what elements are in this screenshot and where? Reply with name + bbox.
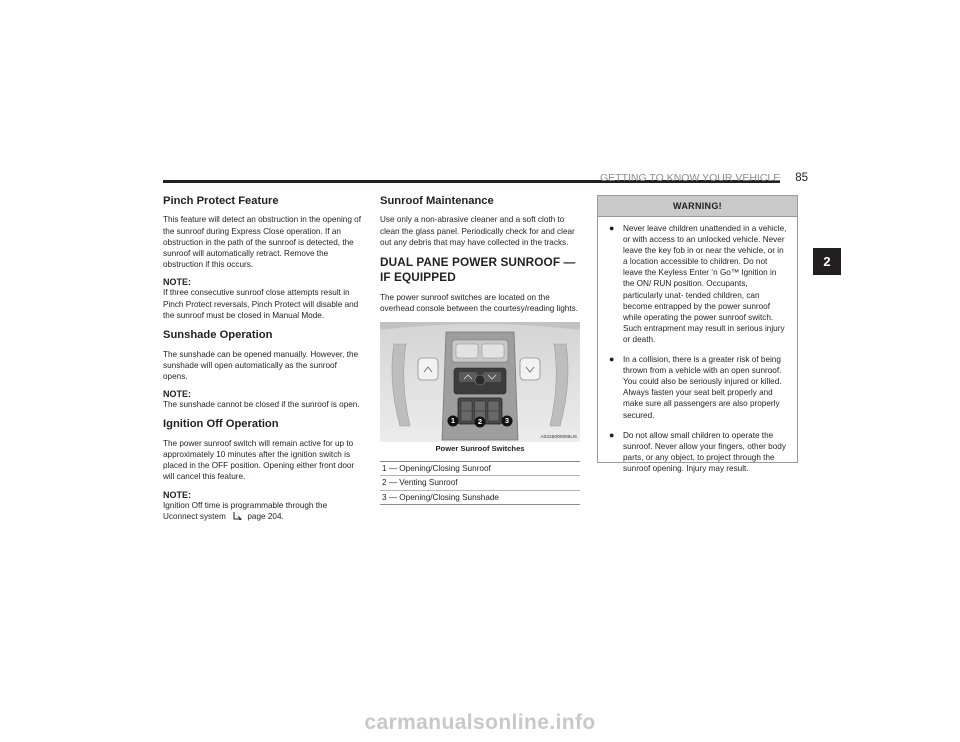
warning-title: WARNING! (598, 196, 797, 217)
left-column (163, 195, 363, 530)
note-label: NOTE: (163, 277, 191, 288)
ignition-off-heading: Ignition Off Operation (163, 418, 279, 431)
note-text-body: Ignition Off time is programmable through the Uconnect system (163, 500, 328, 521)
chapter-tab: 2 (813, 248, 841, 275)
legend-item: 1 — Opening/Closing Sunroof (380, 462, 580, 477)
sunshade-text: The sunshade can be opened manually. However, the sunshade will open automatically as the sunroof opens. (163, 349, 359, 381)
warning-item (606, 223, 789, 345)
note-text (163, 500, 363, 523)
legend-item: 3 — Opening/Closing Sunshade (380, 491, 580, 506)
sunroof-maintenance-heading: Sunroof Maintenance (380, 195, 494, 207)
callout-3: 3 (504, 415, 510, 425)
warning-box (597, 195, 798, 473)
arrow-ref-icon (233, 511, 242, 523)
callout-2: 2 (477, 416, 483, 426)
dual-pane-heading-line-2: IF EQUIPPED (380, 269, 456, 284)
callout-1: 1 (450, 415, 456, 425)
middle-column (380, 195, 580, 505)
page-number: 85 (795, 172, 808, 184)
sunroof-maintenance-text: Use only a non-abrasive cleaner and a soft cloth to clean the glass panel. Periodically check for and clear out any debris that may have collected in the tracks. (380, 215, 575, 247)
watermark: carmanualsonline.info (364, 711, 596, 734)
dual-pane-text: The power sunroof switches are located on the overhead console between the courtesy/reading lights. (380, 292, 578, 313)
note-label: NOTE: (163, 489, 191, 500)
bullet-icon: ● (609, 354, 615, 365)
note-label: NOTE: (163, 389, 191, 400)
warning-list (598, 217, 797, 474)
ignition-off-text: The power sunroof switch will remain active for up to approximately 10 minutes after the ignition switch is placed in the OFF position. Opening either front door will cancel this feature. (163, 438, 355, 482)
warning-item-text: Do not allow small children to operate the sunroof. Never allow your fingers, other body parts, or any object, to project through the sunroof opening. Injury may result. (623, 430, 786, 473)
running-head (600, 172, 808, 184)
note-text: If three consecutive sunroof close attempts result in Pinch Protect reversals, Pinch Protect will disable and the sunroof must be closed in Manual Mode. (163, 288, 359, 320)
pinch-protect-text: This feature will detect an obstruction in the opening of the sunroof during Express Close operation. If an obstruction in the path of the sunroof is detected, the sunroof will automatically retract. Remove the obstruction if this occurs. (163, 215, 361, 270)
page-reference-link[interactable]: page 204. (247, 511, 284, 521)
warning-item-text: In a collision, there is a greater risk of being thrown from a vehicle with an open sunroof. You could also be seriously injured or killed. Always fasten your seat belt properly and make sure all passengers are also properly secured. (623, 355, 782, 420)
dual-pane-sunroof-heading (380, 255, 580, 284)
warning-item-text: Never leave children unattended in a vehicle, or with access to an unlocked vehicle. Never leave the key fob in or near the vehicle, or in a location accessible to children. Do not leave the Keyless Enter ‘n Go™ Ignition in the ON/ RUN position. Occupants, particularly unat- tended children, can become entrapped by the power sunroof while operating the power sunroof switch. Such entrapment may result in serious injury or death. (623, 224, 787, 344)
legend-item: 2 — Venting Sunroof (380, 476, 580, 491)
dual-pane-heading-line-1: DUAL PANE POWER SUNROOF — (380, 255, 576, 270)
pinch-protect-heading: Pinch Protect Feature (163, 195, 279, 207)
warning-item (606, 354, 789, 421)
running-head-section: GETTING TO KNOW YOUR VEHICLE (600, 172, 781, 184)
note-text: The sunshade cannot be closed if the sunroof is open. (163, 400, 360, 410)
bullet-icon: ● (609, 429, 615, 440)
sunshade-heading: Sunshade Operation (163, 329, 273, 342)
image-code: A0225000809US (540, 434, 577, 440)
warning-item (606, 430, 789, 474)
bullet-icon: ● (609, 223, 615, 233)
figure-caption: Power Sunroof Switches (435, 443, 525, 453)
figure-legend (380, 461, 580, 506)
power-sunroof-switches-image (380, 322, 580, 442)
